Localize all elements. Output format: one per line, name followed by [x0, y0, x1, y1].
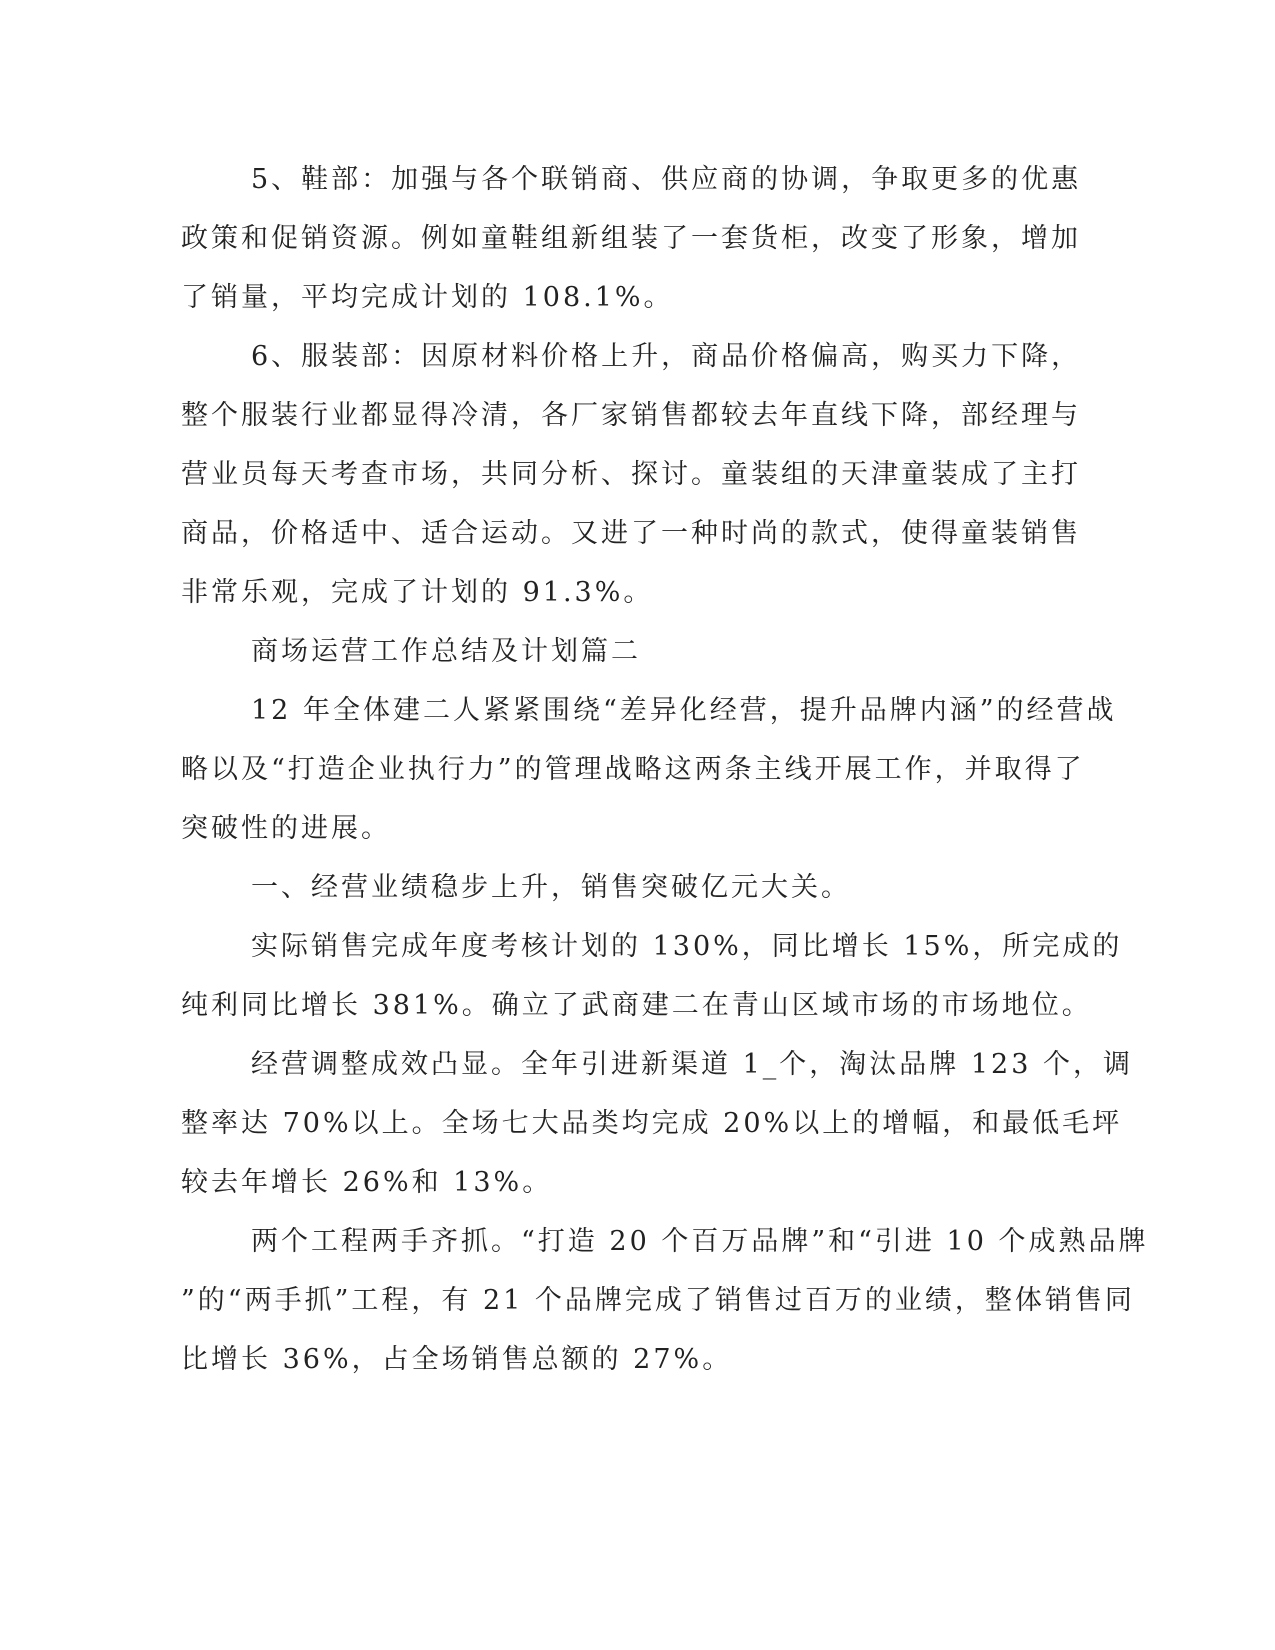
paragraph-shoe-dept: [181, 150, 1082, 327]
text-line: 了销量，平均完成计划的 108.1%。: [181, 282, 674, 313]
text-line: 政策和促销资源。例如童鞋组新组装了一套货柜，改变了形象，增加: [181, 223, 1081, 254]
paragraph-clothing-dept: [181, 327, 1082, 622]
text-line: 一、经营业绩稳步上升，销售突破亿元大关。: [251, 872, 851, 903]
text-line: 营业员每天考查市场，共同分析、探讨。童装组的天津童装成了主打: [181, 459, 1081, 490]
paragraph-point-one: [181, 858, 1041, 917]
text-line: 两个工程两手齐抓。“打造 20 个百万品牌”和“引进 10 个成熟品牌: [251, 1226, 1149, 1257]
text-line: 整个服装行业都显得冷清，各厂家销售都较去年直线下降，部经理与: [181, 400, 1081, 431]
text-line: 整率达 70%以上。全场七大品类均完成 20%以上的增幅，和最低毛坪: [181, 1108, 1123, 1139]
text-line: 6、服装部：因原材料价格上升，商品价格偏高，购买力下降，: [251, 341, 1082, 372]
text-line: 商品，价格适中、适合运动。又进了一种时尚的款式，使得童装销售: [181, 518, 1081, 549]
text-line: 经营调整成效凸显。全年引进新渠道 1_个，淘汰品牌 123 个，调: [251, 1049, 1133, 1080]
text-line: 5、鞋部：加强与各个联销商、供应商的协调，争取更多的优惠: [251, 164, 1082, 195]
text-line: 纯利同比增长 381%。确立了武商建二在青山区域市场的市场地位。: [181, 990, 1092, 1021]
text-line: 非常乐观，完成了计划的 91.3%。: [181, 577, 654, 608]
text-line: 较去年增长 26%和 13%。: [181, 1167, 553, 1198]
text-line: 比增长 36%，占全场销售总额的 27%。: [181, 1344, 733, 1375]
text-line: 略以及“打造企业执行力”的管理战略这两条主线开展工作，并取得了: [181, 754, 1085, 785]
section-heading: [181, 622, 1041, 681]
text-line: 12 年全体建二人紧紧围绕“差异化经营，提升品牌内涵”的经营战: [251, 695, 1117, 726]
document-body: [181, 150, 1149, 1389]
text-line: 实际销售完成年度考核计划的 130%，同比增长 15%，所完成的: [251, 931, 1123, 962]
text-line: 突破性的进展。: [181, 813, 391, 844]
paragraph-adjustment: [181, 1035, 1133, 1212]
section-heading-text: 商场运营工作总结及计划篇二: [251, 636, 641, 667]
paragraph-two-projects: [181, 1212, 1149, 1389]
paragraph-intro: [181, 681, 1117, 858]
text-line: ”的“两手抓”工程，有 21 个品牌完成了销售过百万的业绩，整体销售同: [181, 1285, 1135, 1316]
paragraph-actual-sales: [181, 917, 1123, 1035]
